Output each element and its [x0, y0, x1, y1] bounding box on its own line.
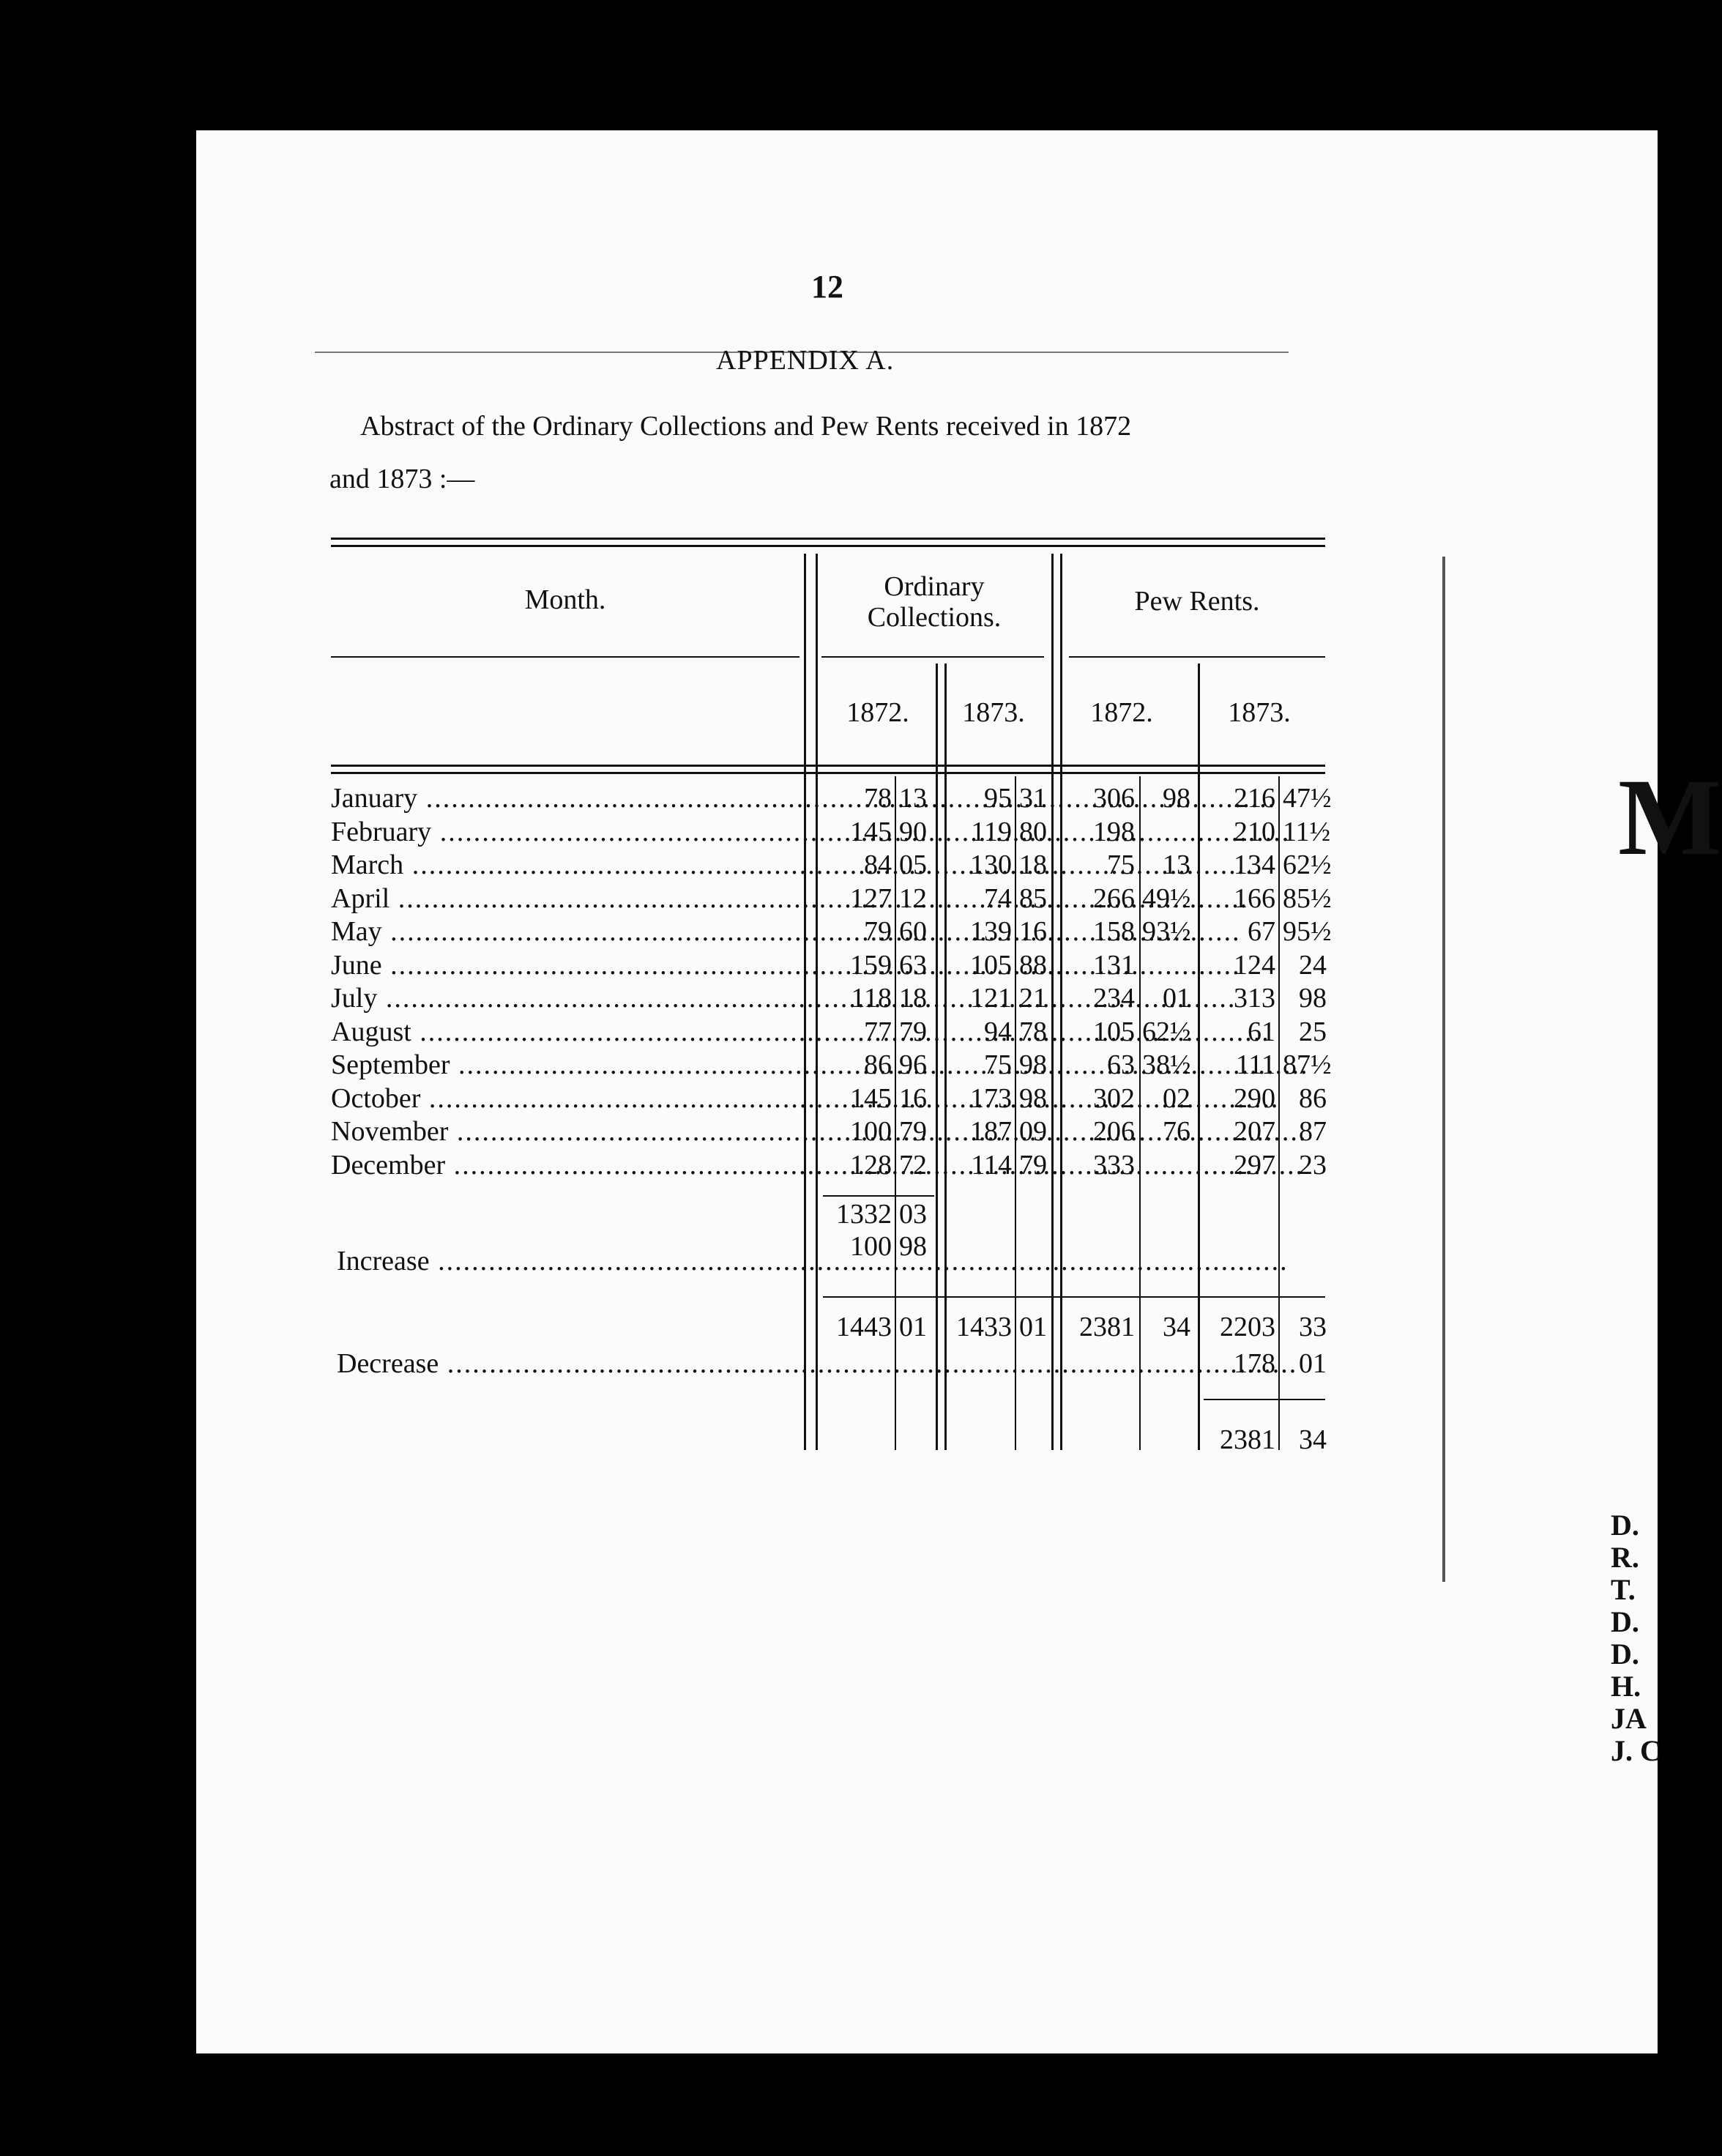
pew-header-rule: [1069, 656, 1325, 658]
right-page-item: J. C: [1611, 1734, 1661, 1767]
month-header: Month.: [524, 584, 606, 615]
cell-oc72-dollars: 79: [864, 916, 892, 947]
right-page-item: D.: [1611, 1638, 1639, 1670]
year-pr-1873: 1873.: [1228, 697, 1291, 728]
month-label: February .....: [331, 816, 800, 848]
cell-oc72-cents: 79: [899, 1116, 927, 1147]
cell-pr73-cents: 98: [1299, 983, 1327, 1014]
cell-oc73-cents: 09: [1019, 1116, 1047, 1147]
cell-pr73-cents: 85½: [1283, 883, 1332, 914]
cell-pr72-dollars: 158: [1093, 916, 1135, 947]
cell-pr72-cents: 62½: [1142, 1016, 1191, 1047]
total-oc73-dollars: 1433: [956, 1312, 1012, 1342]
cell-pr73-cents: 62½: [1283, 850, 1332, 880]
cell-oc73-cents: 79: [1019, 1150, 1047, 1181]
cell-oc73-dollars: 74: [984, 883, 1012, 914]
total-pr73-dollars: 2203: [1220, 1312, 1275, 1342]
cell-oc72-cents: 79: [899, 1016, 927, 1047]
ordinary-collections-header: Ordinary Collections.: [867, 571, 1002, 633]
cell-pr73-dollars: 124: [1234, 950, 1275, 981]
cell-oc73-cents: 78: [1019, 1016, 1047, 1047]
increase-oc72-dollars: 100: [850, 1231, 892, 1262]
cell-pr73-dollars: 61: [1248, 1016, 1275, 1047]
ordinary-header-rule: [821, 656, 1044, 658]
table-top-rule-2: [331, 545, 1325, 547]
cell-oc72-dollars: 128: [850, 1150, 892, 1181]
cell-oc73-cents: 18: [1019, 850, 1047, 880]
cell-oc73-dollars: 130: [970, 850, 1012, 880]
cell-pr72-dollars: 302: [1093, 1083, 1135, 1114]
total-oc72-dollars: 1443: [836, 1312, 892, 1342]
totals-rule: [823, 1296, 1325, 1298]
cell-oc73-dollars: 114: [971, 1150, 1012, 1181]
cell-pr73-dollars: 290: [1234, 1083, 1275, 1114]
year-pr-1872: 1872.: [1090, 697, 1153, 728]
cell-pr72-dollars: 234: [1093, 983, 1135, 1014]
month-label: August .....: [331, 1016, 800, 1048]
cell-oc72-cents: 18: [899, 983, 927, 1014]
right-page-big-letter: M: [1618, 757, 1722, 878]
cell-pr72-dollars: 63: [1107, 1049, 1135, 1080]
right-page-item: JA: [1611, 1702, 1647, 1735]
month-label: November .....: [331, 1115, 800, 1148]
cell-oc72-cents: 72: [899, 1150, 927, 1181]
cell-oc73-dollars: 95: [984, 783, 1012, 814]
cell-pr73-dollars: 210: [1234, 817, 1275, 847]
cell-oc72-cents: 96: [899, 1049, 927, 1080]
increase-label: Increase .....: [337, 1245, 805, 1277]
increase-oc72-cents: 98: [899, 1231, 927, 1262]
total-pr72-cents: 34: [1163, 1312, 1190, 1342]
cell-pr72-dollars: 266: [1093, 883, 1135, 914]
cell-oc72-dollars: 159: [850, 950, 892, 981]
cell-pr73-cents: 25: [1299, 1016, 1327, 1047]
cell-pr72-dollars: 75: [1107, 850, 1135, 880]
cell-oc72-dollars: 145: [850, 817, 892, 847]
cell-oc72-dollars: 127: [850, 883, 892, 914]
cell-oc73-dollars: 75: [984, 1049, 1012, 1080]
cell-pr73-dollars: 166: [1234, 883, 1275, 914]
month-label: June .....: [331, 949, 800, 981]
right-page-item: D.: [1611, 1509, 1639, 1542]
cell-oc72-dollars: 84: [864, 850, 892, 880]
cell-pr73-dollars: 67: [1248, 916, 1275, 947]
cell-pr73-dollars: 111: [1235, 1049, 1275, 1080]
right-page-fold: [1442, 557, 1445, 1582]
cell-oc73-cents: 98: [1019, 1049, 1047, 1080]
cell-pr72-dollars: 131: [1093, 950, 1135, 981]
cell-oc73-cents: 98: [1019, 1083, 1047, 1114]
cell-oc72-cents: 13: [899, 783, 927, 814]
cell-pr73-cents: 86: [1299, 1083, 1327, 1114]
cell-oc72-cents: 16: [899, 1083, 927, 1114]
cell-pr73-cents: 24: [1299, 950, 1327, 981]
cell-pr72-dollars: 306: [1093, 783, 1135, 814]
year-oc-1873: 1873.: [962, 697, 1025, 728]
right-page-item: R.: [1611, 1541, 1639, 1574]
cell-oc73-dollars: 173: [970, 1083, 1012, 1114]
cell-oc72-dollars: 86: [864, 1049, 892, 1080]
cell-pr72-cents: 38½: [1142, 1049, 1191, 1080]
page-title: APPENDIX A.: [716, 345, 895, 376]
cell-pr73-dollars: 134: [1234, 850, 1275, 880]
cell-oc73-dollars: 187: [970, 1116, 1012, 1147]
cell-pr73-cents: 47½: [1283, 783, 1332, 814]
cell-oc72-dollars: 100: [850, 1116, 892, 1147]
cell-pr72-cents: 01: [1163, 983, 1190, 1014]
cell-pr72-dollars: 206: [1093, 1116, 1135, 1147]
month-label: January .....: [331, 782, 800, 814]
right-page-item: H.: [1611, 1670, 1641, 1703]
cell-pr72-dollars: 105: [1093, 1016, 1135, 1047]
cell-pr72-cents: 02: [1163, 1083, 1190, 1114]
cell-oc72-dollars: 78: [864, 783, 892, 814]
cell-oc72-dollars: 145: [850, 1083, 892, 1114]
cell-oc72-dollars: 77: [864, 1016, 892, 1047]
cell-oc72-cents: 60: [899, 916, 927, 947]
decrease-pr73-dollars: 178: [1234, 1348, 1275, 1379]
cell-pr73-cents: 23: [1299, 1150, 1327, 1181]
years-rule: [331, 765, 1325, 767]
month-label: September .....: [331, 1049, 800, 1081]
intro-line-2: and 1873 :—: [329, 464, 475, 494]
cell-pr72-cents: 76: [1163, 1116, 1190, 1147]
cell-oc72-cents: 05: [899, 850, 927, 880]
final-rule: [1204, 1399, 1325, 1400]
year-oc-1872: 1872.: [846, 697, 909, 728]
month-label: April .....: [331, 882, 800, 915]
cell-pr72-cents: 93½: [1142, 916, 1191, 947]
cell-oc72-cents: 63: [899, 950, 927, 981]
cell-oc72-cents: 90: [899, 817, 927, 847]
cell-pr72-cents: 13: [1163, 850, 1190, 880]
decrease-label: Decrease .....: [337, 1348, 805, 1380]
page-number: 12: [811, 269, 843, 305]
subtotal-oc72-cents: 03: [899, 1199, 927, 1230]
final-pr73-cents: 34: [1299, 1424, 1327, 1455]
cell-pr72-cents: 49½: [1142, 883, 1191, 914]
cell-oc73-dollars: 94: [984, 1016, 1012, 1047]
decrease-pr73-cents: 01: [1299, 1348, 1327, 1379]
pew-rents-header: Pew Rents.: [1134, 586, 1260, 617]
month-label: July .....: [331, 982, 800, 1014]
cell-pr73-dollars: 313: [1234, 983, 1275, 1014]
cell-pr73-cents: 87: [1299, 1116, 1327, 1147]
subtotal-rule: [823, 1195, 934, 1197]
cell-oc72-dollars: 118: [851, 983, 892, 1014]
total-oc72-cents: 01: [899, 1312, 927, 1342]
cell-oc73-cents: 21: [1019, 983, 1047, 1014]
table-top-rule: [331, 538, 1325, 540]
month-label: March .....: [331, 849, 800, 881]
cell-pr72-cents: 98: [1163, 783, 1190, 814]
month-header-rule: [331, 656, 800, 658]
cell-pr73-cents: 95½: [1283, 916, 1332, 947]
month-label: October .....: [331, 1082, 800, 1115]
cell-pr73-cents: 87½: [1283, 1049, 1332, 1080]
cell-pr73-dollars: 297: [1234, 1150, 1275, 1181]
cell-oc73-cents: 16: [1019, 916, 1047, 947]
subtotal-oc72-dollars: 1332: [836, 1199, 892, 1230]
cell-pr73-cents: 11½: [1283, 817, 1331, 847]
total-pr72-dollars: 2381: [1079, 1312, 1135, 1342]
cell-pr73-dollars: 216: [1234, 783, 1275, 814]
cell-pr72-dollars: 333: [1093, 1150, 1135, 1181]
month-label: December .....: [331, 1149, 800, 1181]
total-pr73-cents: 33: [1299, 1312, 1327, 1342]
intro-line-1: Abstract of the Ordinary Collections and Pew Rents received in 1872: [360, 411, 1132, 442]
cell-oc73-dollars: 105: [970, 950, 1012, 981]
final-pr73-dollars: 2381: [1220, 1424, 1275, 1455]
cell-oc73-dollars: 119: [971, 817, 1012, 847]
cell-oc73-cents: 85: [1019, 883, 1047, 914]
total-oc73-cents: 01: [1019, 1312, 1047, 1342]
cell-oc73-dollars: 139: [970, 916, 1012, 947]
right-page-item: D.: [1611, 1605, 1639, 1638]
cell-oc72-cents: 12: [899, 883, 927, 914]
cell-oc73-cents: 88: [1019, 950, 1047, 981]
month-label: May .....: [331, 915, 800, 948]
cell-oc73-cents: 80: [1019, 817, 1047, 847]
right-page-item: T.: [1611, 1573, 1636, 1606]
cell-oc73-cents: 31: [1019, 783, 1047, 814]
years-rule-2: [331, 772, 1325, 774]
cell-pr73-dollars: 207: [1234, 1116, 1275, 1147]
cell-pr72-dollars: 198: [1093, 817, 1135, 847]
cell-oc73-dollars: 121: [970, 983, 1012, 1014]
